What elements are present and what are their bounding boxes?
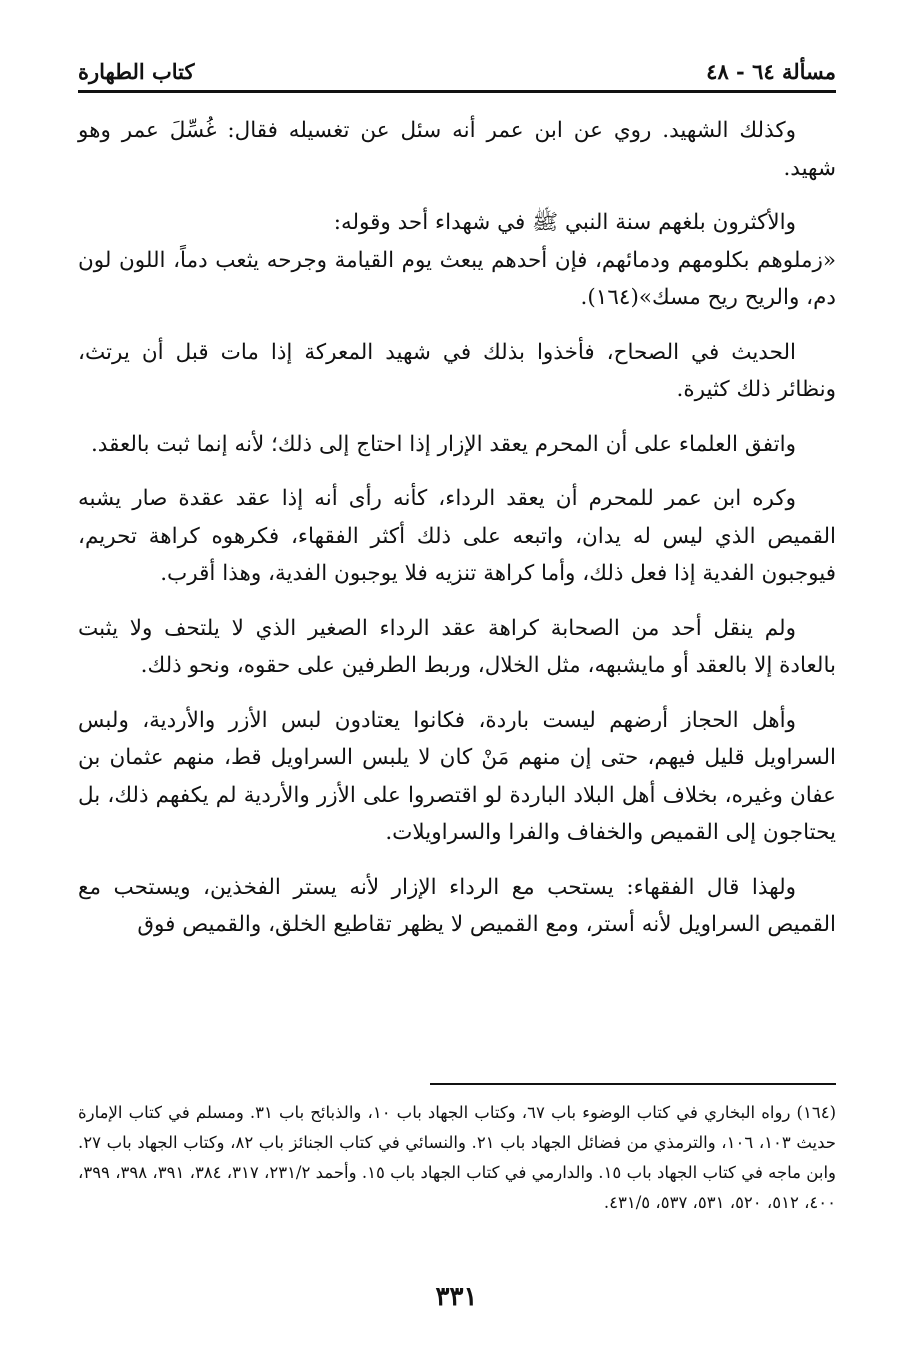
header-issue-range: مسألة ٦٤ - ٤٨ (706, 59, 836, 84)
paragraph-majority: والأكثرون بلغهم سنة النبي ﷺ في شهداء أحد وقوله: (333, 210, 796, 235)
page-number: ٣٣١ (435, 1282, 478, 1312)
main-text (78, 112, 836, 961)
header-book-title: كتاب الطهارة (78, 59, 195, 84)
paragraph-rida-knot: وكره ابن عمر للمحرم أن يعقد الرداء، كأنه رأى أنه إذا عقد عقدة صار يشبه القميص الذي ليس له يدان، واتبعه على ذلك أكثر الفقهاء، فكرهوه كراهة تحريم، فيوجبون الفدية إذا فعل ذلك، وأما كراهة تنزيه فلا يوجبون الفدية، وهذا أقرب. (78, 486, 836, 586)
footnotes (78, 1098, 836, 1218)
paragraph-hijaz: وأهل الحجاز أرضهم ليست باردة، فكانوا يعتادون لبس الأزر والأردية، ولبس السراويل قليل فيهم، حتى إن منهم مَنْ كان لا يلبس السراويل قط، منهم عثمان بن عفان وغيره، بخلاف أهل البلاد الباردة لو اقتصروا على الأزر والأردية لم يكفهم ذلك، بل يحتاجون إلى القميص والخفاف والفرا والسراويلات. (78, 707, 836, 845)
footnote-164: (١٦٤) رواه البخاري في كتاب الوضوء باب ٦٧، وكتاب الجهاد باب ١٠، والذبائح باب ٣١. ومسلم في كتاب الإمارة حديث ١٠٣، ١٠٦، والترمذي من فضائل الجهاد باب ٢١. والنسائي في كتاب الجنائز باب ٨٢، وكتاب الجهاد باب ٢٧. وابن ماجه في كتاب الجهاد باب ١٥. والدارمي في كتاب الجهاد باب ١٥. وأحمد ٢٣١/٢، ٣١٧، ٣٨٤، ٣٩١، ٣٩٨، ٣٩٩، ٤٠٠، ٥١٢، ٥٢٠، ٥٣١، ٥٣٧، ٤٣١/٥. (78, 1103, 836, 1212)
paragraph-companions: ولم ينقل أحد من الصحابة كراهة عقد الرداء الصغير الذي لا يلتحف ولا يثبت بالعادة إلا بالعقد أو مايشبهه، مثل الخلال، وربط الطرفين على حقوه، ونحو ذلك. (78, 615, 836, 678)
running-header (78, 44, 836, 84)
paragraph-hadith-source: الحديث في الصحاح، فأخذوا بذلك في شهيد المعركة إذا مات قبل أن يرتث، ونظائر ذلك كثيرة. (78, 339, 836, 402)
paragraph-martyr: وكذلك الشهيد. روي عن ابن عمر أنه سئل عن تغسيله فقال: غُسِّلَ عمر وهو شهيد. (78, 118, 836, 181)
paragraph-izar-knot: واتفق العلماء على أن المحرم يعقد الإزار إذا احتاج إلى ذلك؛ لأنه إنما ثبت بالعقد. (90, 431, 796, 457)
paragraph-jurists: ولهذا قال الفقهاء: يستحب مع الرداء الإزار لأنه يستر الفخذين، ويستحب مع القميص السراويل لأنه أستر، ومع القميص لا يظهر تقاطيع الخلق، والقميص فوق (78, 874, 836, 937)
hadith-quote: «زملوهم بكلومهم ودمائهم، فإن أحدهم يبعث يوم القيامة وجرحه يثعب دماً، اللون لون دم، والريح ريح مسك»(١٦٤). (78, 247, 836, 310)
footnote-divider (430, 1083, 836, 1085)
header-divider (78, 90, 836, 93)
